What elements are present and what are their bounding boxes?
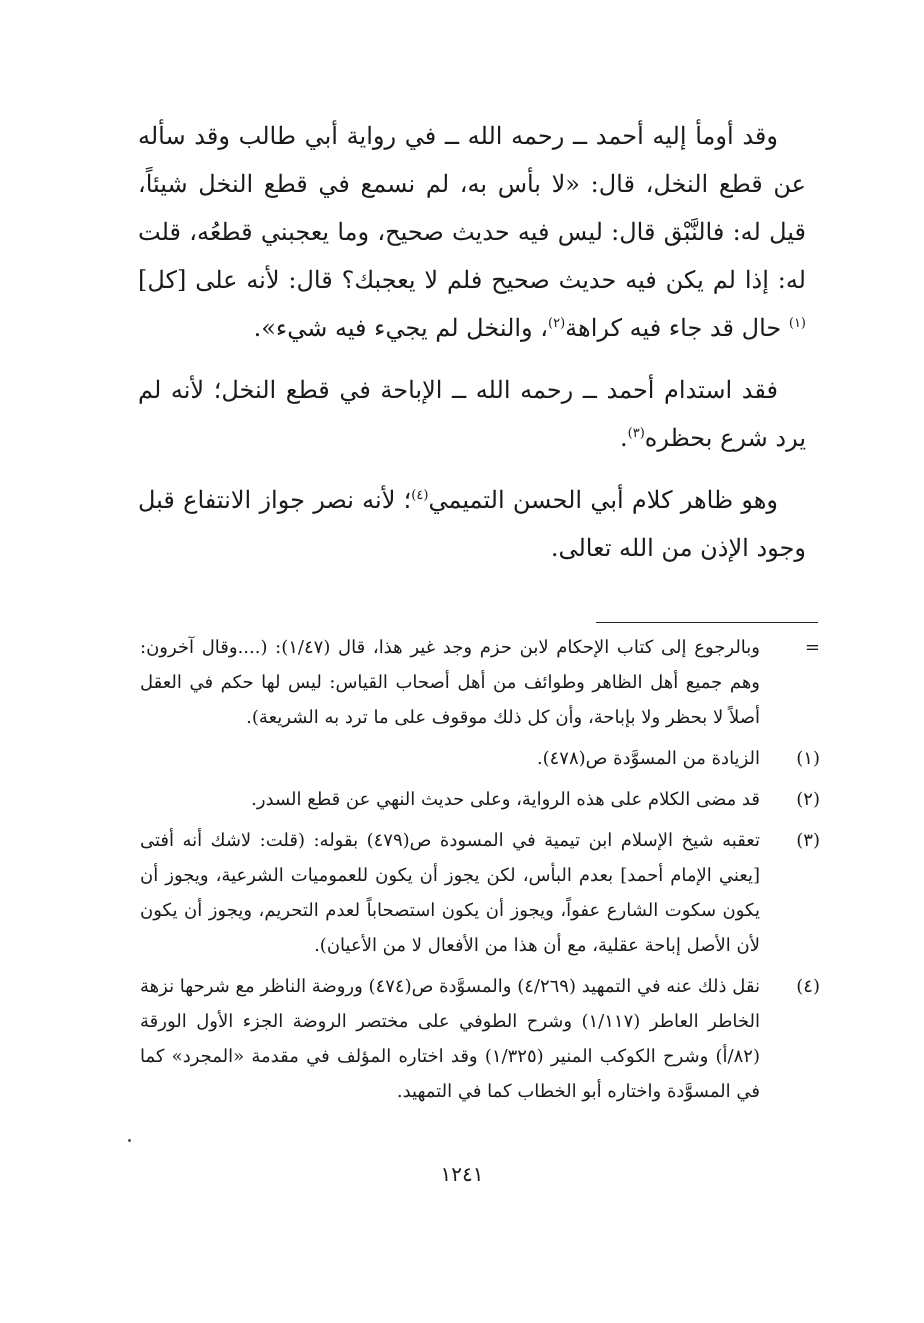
paragraph-1 bbox=[138, 112, 806, 352]
footnote-marker: (٤) bbox=[796, 976, 820, 997]
footnote-marker: (٢) bbox=[796, 789, 820, 810]
footnote-ref-4: (٤) bbox=[411, 488, 429, 503]
paragraph-3 bbox=[138, 476, 806, 572]
footnote-text: قد مضى الكلام على هذه الرواية، وعلى حديث النهي عن قطع السدر. bbox=[251, 789, 760, 810]
footnote-text: الزيادة من المسوَّدة ص(٤٧٨). bbox=[536, 748, 760, 769]
paragraph-text: . bbox=[620, 424, 628, 452]
scan-speck bbox=[128, 1139, 131, 1142]
footnote-3 bbox=[140, 823, 820, 963]
footnote-text: نقل ذلك عنه في التمهيد (٤/٢٦٩) والمسوَّدة ص(٤٧٤) وروضة الناظر مع شرحها نزهة الخاطر العاطر (١/١١٧) وشرح الطوفي على مختصر الروضة الجزء الأول الورقة (٨٢/أ) وشرح الكوكب المنير (١/٣٢٥) وقد اختاره المؤلف في مقدمة «المجرد» كما في المسوَّدة واختاره أبو الخطاب كما في التمهيد. bbox=[140, 976, 760, 1102]
footnotes bbox=[140, 630, 820, 1115]
paragraph-text: وهو ظاهر كلام أبي الحسن التميمي bbox=[428, 486, 778, 514]
footnote-marker: (١) bbox=[796, 748, 820, 769]
footnote-text: تعقبه شيخ الإسلام ابن تيمية في المسودة ص(٤٧٩) بقوله: (قلت: لاشك أنه أفتى [يعني الإمام أحمد] بعدم البأس، لكن يجوز أن يكون للعموميات الشرعية، ويجوز أن يكون سكوت الشارع عفواً، ويجوز أن يكون استصحاباً لعدم التحريم، ويجوز أن يكون لأن الأصل إباحة عقلية، مع أن هذا من الأفعال لا من الأعيان). bbox=[140, 830, 760, 956]
paragraph-text: ، والنخل لم يجيء فيه شيء». bbox=[253, 314, 549, 342]
footnote-divider bbox=[596, 622, 818, 623]
paragraph-text: ؛ لأنه نصر جواز الانتفاع قبل وجود الإذن من الله تعالى. bbox=[138, 486, 806, 562]
footnote-ref-2: (٢) bbox=[548, 316, 566, 331]
paragraph-text: وقد أومأ إليه أحمد ــ رحمه الله ــ في رواية أبي طالب وقد سأله عن قطع النخل، قال: «لا بأس به، لم نسمع في قطع النخل شيئاً، قيل له: فالنَّبْق قال: ليس فيه حديث صحيح، وما يعجبني قطعُه، قلت له: إذا لم يكن فيه حديث صحيح فلم لا يعجبك؟ قال: لأنه على [كل] bbox=[138, 122, 807, 294]
footnote-text: وبالرجوع إلى كتاب الإحكام لابن حزم وجد غير هذا، قال (١/٤٧): (....وقال آخرون: وهم جميع أهل الظاهر وطوائف من أهل أصحاب القياس: ليس لها حكم في العقل أصلاً لا بحظر ولا بإباحة، وأن كل ذلك موقوف على ما ترد به الشريعة). bbox=[140, 637, 760, 728]
main-text bbox=[138, 112, 806, 586]
footnote-ref-3: (٣) bbox=[627, 426, 645, 441]
paragraph-2 bbox=[138, 366, 806, 462]
footnote-continued bbox=[140, 630, 820, 735]
paragraph-text: حال قد جاء فيه كراهة bbox=[565, 314, 782, 342]
footnote-2 bbox=[140, 782, 820, 817]
footnote-ref-1: (١) bbox=[788, 316, 806, 331]
page-number: ١٢٤١ bbox=[440, 1162, 484, 1186]
footnote-4 bbox=[140, 969, 820, 1109]
paragraph-text: فقد استدام أحمد ــ رحمه الله ــ الإباحة في قطع النخل؛ لأنه لم يرد شرع بحظره bbox=[138, 376, 806, 452]
footnote-marker: = bbox=[804, 637, 820, 658]
footnote-1 bbox=[140, 741, 820, 776]
footnote-marker: (٣) bbox=[796, 830, 820, 851]
